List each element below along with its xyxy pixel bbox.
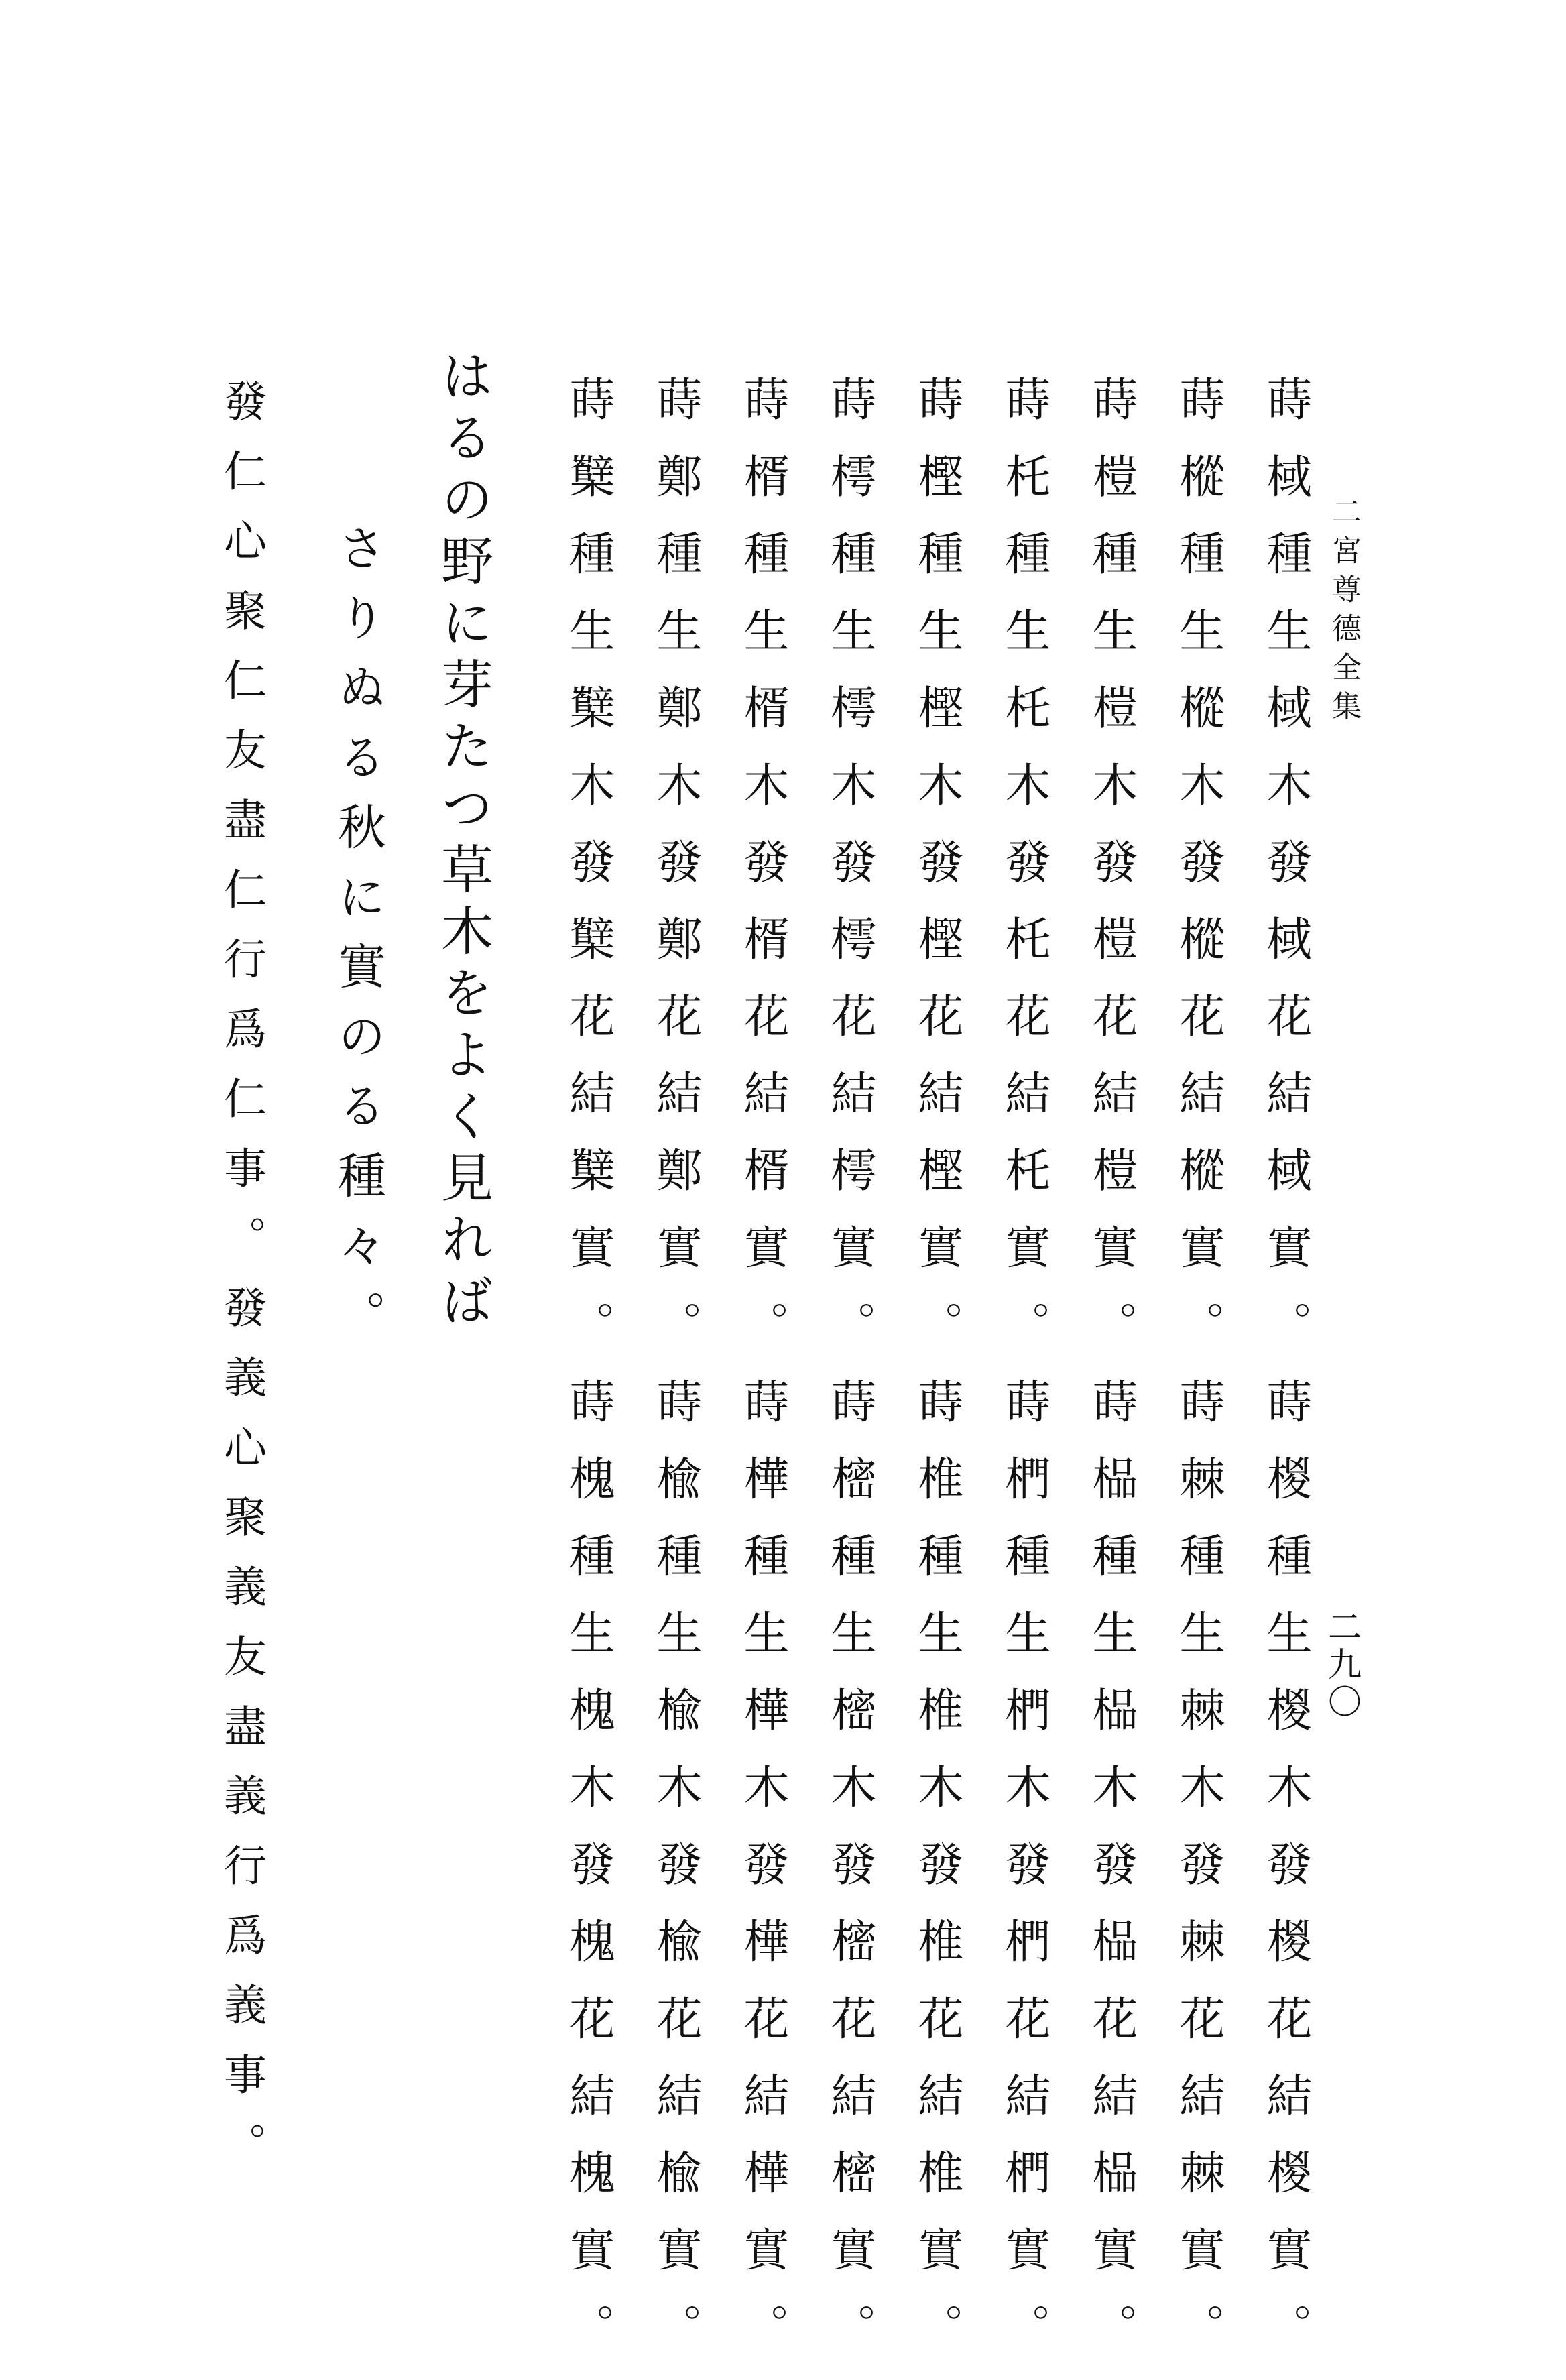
text-column: 蒔鄭種生鄭木發鄭花結鄭實。蒔楡種生楡木發楡花結楡實。 <box>649 375 702 2380</box>
text-column: 蒔櫱種生櫱木發櫱花結櫱實。蒔槐種生槐木發槐花結槐實。 <box>562 375 615 2380</box>
page-number: 二九〇 <box>1323 1609 1362 1722</box>
poem-line-1: はるの野に芽たつ草木をよく見れば <box>432 349 493 1335</box>
text-column: 蒔樅種生樅木發樅花結樅實。蒔棘種生棘木發棘花結棘實。 <box>1172 375 1225 2380</box>
running-header: 二宮尊德全集 <box>1327 496 1361 729</box>
poem-line-2: さりぬる秋に實のる種々。 <box>330 523 386 1360</box>
text-column: 蒔樫種生樫木發樫花結樫實。蒔椎種生椎木發椎花結椎實。 <box>910 375 963 2380</box>
text-column: 蒔楈種生楈木發楈花結楈實。蒔樺種生樺木發樺花結樺實。 <box>736 375 789 2380</box>
text-column: 蒔棫種生棫木發棫花結棫實。蒔椶種生椶木發椶花結椶實。 <box>1259 375 1312 2380</box>
text-column: 蒔樗種生樗木發樗花結樗實。蒔樒種生樒木發樒花結樒實。 <box>823 375 876 2380</box>
text-column: 蒔榿種生榿木發榿花結榿實。蒔榀種生榀木發榀花結榀實。 <box>1085 375 1138 2380</box>
text-column: 蒔杔種生杔木發杔花結杔實。蒔椚種生椚木發椚花結椚實。 <box>998 375 1050 2380</box>
closing-column: 發仁心聚仁友盡仁行爲仁事。發義心聚義友盡義行爲義事。 <box>217 379 266 2192</box>
